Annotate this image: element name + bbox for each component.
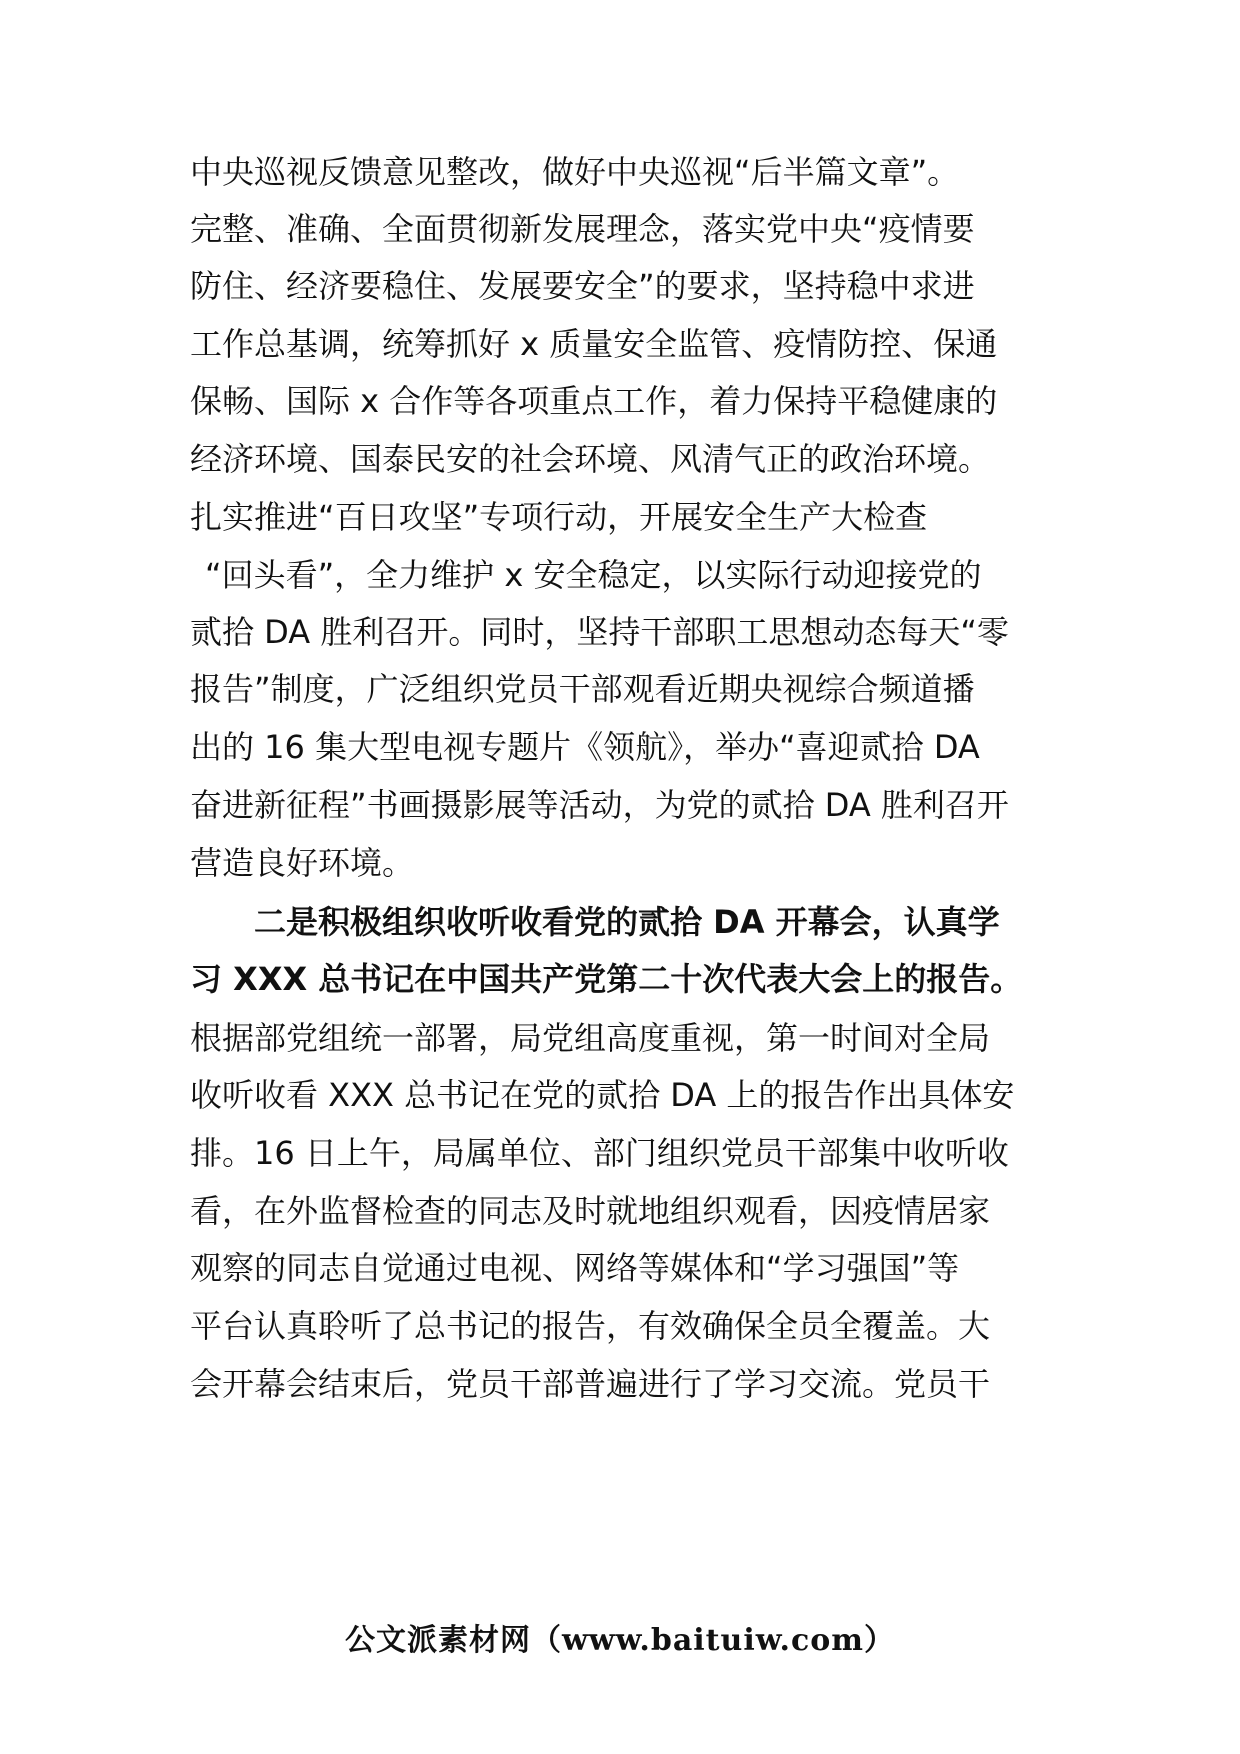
body-text-line: 收听收看 XXX 总书记在党的贰拾 DA 上的报告作出具体安 <box>190 1076 1015 1114</box>
body-text-line: 贰拾 DA 胜利召开。同时，坚持干部职工思想动态每天“零 <box>190 613 1009 651</box>
body-text-line: 看，在外监督检查的同志及时就地组织观看，因疫情居家 <box>190 1192 991 1230</box>
body-text-line: 扎实推进“百日攻坚”专项行动，开展安全生产大检查 <box>190 498 928 536</box>
body-text-line: 保畅、国际 x 合作等各项重点工作，着力保持平稳健康的 <box>190 382 998 420</box>
body-text-line: 观察的同志自觉通过电视、网络等媒体和“学习强国”等 <box>190 1249 960 1287</box>
body-text-line: 排。16 日上午，局属单位、部门组织党员干部集中收听收 <box>190 1134 1009 1172</box>
body-text-line: 工作总基调，统筹抓好 x 质量安全监管、疫情防控、保通 <box>190 325 998 363</box>
section-heading-line: 习 XXX 总书记在中国共产党第二十次代表大会上的报告。 <box>190 960 1023 998</box>
body-text-line: 出的 16 集大型电视专题片《领航》，举办“喜迎贰拾 DA <box>190 728 980 766</box>
body-text-line: 报告”制度，广泛组织党员干部观看近期央视综合频道播 <box>190 670 975 708</box>
body-text-line: 会开幕会结束后，党员干部普遍进行了学习交流。党员干 <box>190 1365 991 1403</box>
body-text-line: 防住、经济要稳住、发展要安全”的要求，坚持稳中求进 <box>190 267 975 305</box>
body-text-line: 完整、准确、全面贯彻新发展理念，落实党中央“疫情要 <box>190 210 975 248</box>
body-text-line: 平台认真聆听了总书记的报告，有效确保全员全覆盖。大 <box>190 1307 991 1345</box>
footer-watermark: 公文派素材网（www.baituiw.com） <box>344 1623 896 1658</box>
body-text-line: “回头看”，全力维护 x 安全稳定，以实际行动迎接党的 <box>205 556 982 594</box>
body-text-line: 中央巡视反馈意见整改，做好中央巡视“后半篇文章”。 <box>190 153 960 191</box>
body-text-line: 根据部党组统一部署，局党组高度重视，第一时间对全局 <box>190 1019 991 1057</box>
body-text-line: 经济环境、国泰民安的社会环境、风清气正的政治环境。 <box>190 440 991 478</box>
body-text-line: 奋进新征程”书画摄影展等活动，为党的贰拾 DA 胜利召开 <box>190 786 1009 824</box>
body-text-line: 营造良好环境。 <box>190 844 415 882</box>
section-heading-line: 二是积极组织收听收看党的贰拾 DA 开幕会，认真学 <box>254 903 1000 941</box>
